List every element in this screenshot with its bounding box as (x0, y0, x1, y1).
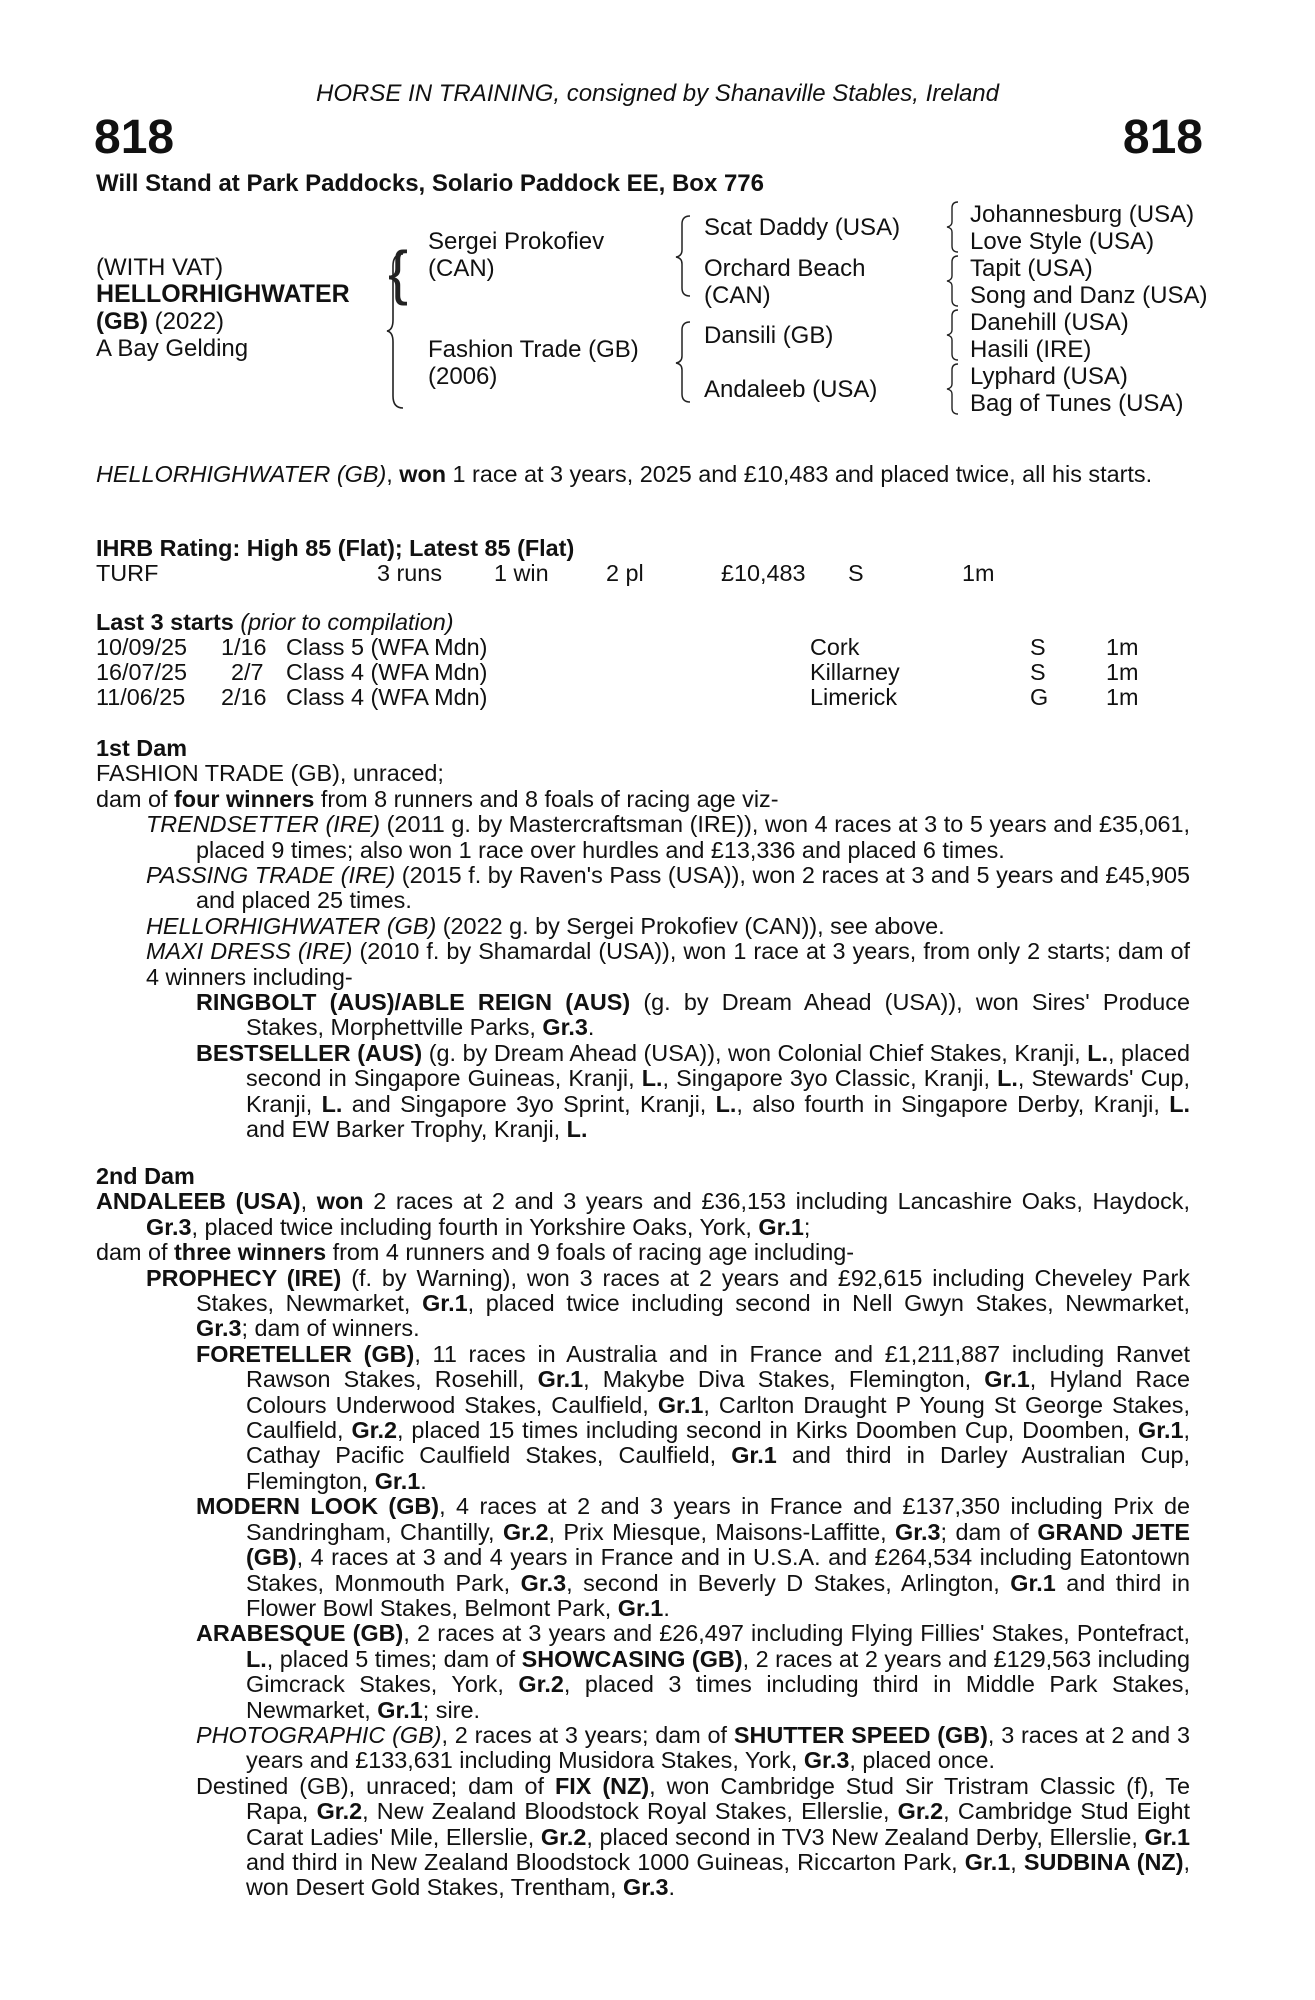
pedigree-dss: Danehill (USA) (970, 309, 1129, 336)
text-fragment: Gr.1 (617, 1594, 664, 1621)
first-dam-produce-line (96, 787, 1190, 812)
text-fragment: Gr.1 (758, 1213, 804, 1240)
text-fragment: Gr.1 (422, 1290, 468, 1317)
text-fragment: RINGBOLT (AUS)/ABLE REIGN (AUS) (196, 989, 631, 1016)
pedigree-brace: { (388, 239, 409, 306)
text-fragment: PROPHECY (IRE) (146, 1264, 342, 1291)
text-fragment: SHOWCASING (GB) (521, 1645, 743, 1672)
vat-note: (WITH VAT) (96, 254, 224, 281)
text-fragment: , Prix Miesque, Maisons-Laffitte, (548, 1518, 896, 1545)
produce-prophecy (96, 1266, 1190, 1342)
rating-runs: 3 runs (377, 560, 443, 587)
pedigree-ssd: Love Style (USA) (970, 228, 1155, 255)
text-fragment: , Stewards' Cup, Kranji, (246, 1065, 1190, 1117)
text-fragment: ; dam of winners. (241, 1315, 420, 1342)
text-fragment: (2022 g. by Sergei Prokofiev (CAN)), see above. (436, 912, 945, 939)
text-fragment: , Cathay Pacific Caulfield Stakes, Caulfield, (246, 1417, 1191, 1469)
text-fragment: and third in New Zealand Bloodstock 1000 Guineas, Riccarton Park, (246, 1848, 965, 1875)
pedigree-brace-dd (945, 362, 961, 416)
produce-arabesque (96, 1621, 1190, 1723)
horse-identity (96, 254, 350, 362)
start-row (96, 635, 1190, 660)
start-distance: 1m (1106, 659, 1139, 686)
last-starts-note: (prior to compilation) (240, 609, 454, 635)
text-fragment: and EW Barker Trophy, Kranji, (246, 1116, 567, 1143)
second-dam-section (96, 1164, 1190, 1901)
last-starts-block (96, 610, 1190, 710)
start-position: 2/16 (221, 684, 267, 711)
horse-description: A Bay Gelding (96, 335, 249, 362)
rating-going: S (848, 560, 864, 587)
text-fragment: , 3 races at 2 and 3 years and £133,631 including Musidora Stakes, York, (246, 1721, 1190, 1774)
text-fragment: , Cambridge Stud Eight Carat Ladies' Mile, Ellerslie, (246, 1798, 1190, 1850)
pedigree-brace-main (385, 252, 409, 410)
text-fragment: ; dam of (940, 1518, 1038, 1545)
text-fragment: L. (1169, 1090, 1190, 1117)
text-fragment: , placed 3 times including third in Middle Park Stakes, Newmarket, (246, 1671, 1190, 1723)
stand-location: Will Stand at Park Paddocks, Solario Paddock EE, Box 776 (96, 170, 765, 197)
start-row (96, 660, 1190, 685)
text-fragment: , 4 races at 3 and 4 years in France and in U.S.A. and £264,534 including Eatontown Stakes, Monmouth Park, (246, 1544, 1190, 1596)
rating-prize: £10,483 (721, 560, 806, 587)
text-fragment: SHUTTER SPEED (GB) (733, 1721, 988, 1748)
start-course: Cork (810, 634, 860, 661)
text-fragment: , 2 races at 3 years and £26,497 including Flying Fillies' Stakes, Pontefract, (403, 1620, 1190, 1647)
start-distance: 1m (1106, 634, 1139, 661)
text-fragment: Gr.3 (623, 1874, 669, 1901)
pedigree-sd: Orchard Beach (CAN) (704, 255, 866, 309)
text-fragment: MAXI DRESS (IRE) (146, 938, 353, 965)
text-fragment: from 4 runners and 9 foals of racing age including- (326, 1239, 854, 1266)
text-fragment: ; (803, 1213, 811, 1240)
pedigree-brace-sire (674, 214, 694, 298)
summary-text: 1 race at 3 years, 2025 and £10,483 and placed twice, all his starts. (446, 461, 1153, 487)
text-fragment: , placed 5 times; dam of (266, 1645, 522, 1672)
start-race: Class 5 (WFA Mdn) (286, 634, 488, 661)
text-fragment: Gr.1 (1138, 1417, 1184, 1444)
text-fragment: , placed twice including fourth in Yorkshire Oaks, York, (191, 1213, 759, 1240)
first-dam-section (96, 736, 1190, 1143)
text-fragment: Gr.2 (316, 1798, 363, 1825)
text-fragment: , won Desert Gold Stakes, Trentham, (246, 1848, 1190, 1901)
second-dam-produce-line (96, 1240, 1190, 1265)
text-fragment: . (420, 1467, 427, 1494)
text-fragment: (f. by Warning), won 3 races at 2 years and £92,615 including Cheveley Park Stakes, Newmarket, (196, 1264, 1190, 1317)
text-fragment: BESTSELLER (AUS) (196, 1039, 423, 1066)
text-fragment: Gr.3 (146, 1213, 192, 1240)
text-fragment: , second in Beverly D Stakes, Arlington, (566, 1569, 1011, 1596)
text-fragment: SUDBINA (NZ) (1023, 1848, 1184, 1875)
start-position: 2/7 (231, 659, 264, 686)
text-fragment: , Carlton Draught P Young St George Stakes, Caulfield, (246, 1391, 1190, 1444)
text-fragment: L. (1087, 1039, 1108, 1066)
text-fragment: , placed once. (849, 1747, 996, 1774)
text-fragment: Gr.1 (537, 1366, 584, 1393)
horse-year: (2022) (154, 308, 225, 335)
text-fragment: , (300, 1188, 317, 1215)
produce-hellorhighwater (96, 914, 1190, 939)
text-fragment: , placed second in Singapore Guineas, Kranji, (246, 1039, 1190, 1092)
text-fragment: ARABESQUE (GB) (196, 1620, 404, 1647)
pedigree-brace-ds (945, 308, 961, 362)
text-fragment: dam of (96, 785, 175, 812)
text-fragment: HELLORHIGHWATER (GB) (146, 912, 437, 939)
pedigree-brace-dam (674, 320, 694, 404)
rating-wins: 1 win (494, 560, 549, 587)
text-fragment: , 11 races in Australia and in France and £1,211,887 including Ranvet Rawson Stakes, Rosehill, (246, 1340, 1190, 1393)
text-fragment: L. (997, 1065, 1018, 1092)
text-fragment: Gr.1 (1144, 1823, 1190, 1850)
text-fragment: GRAND JETE (GB) (246, 1518, 1190, 1571)
rating-placed: 2 pl (606, 560, 644, 587)
pedigree-brace-sd (945, 254, 961, 308)
text-fragment: . (663, 1594, 670, 1621)
text-fragment: , 2 races at 3 years; dam of (441, 1721, 734, 1748)
text-fragment: Gr.3 (520, 1569, 567, 1596)
second-dam-heading: 2nd Dam (96, 1163, 195, 1189)
text-fragment: Gr.2 (351, 1417, 397, 1444)
text-fragment: ; sire. (422, 1696, 480, 1723)
text-fragment: TRENDSETTER (IRE) (146, 811, 381, 838)
start-date: 16/07/25 (96, 659, 188, 686)
text-fragment: Gr.1 (657, 1391, 704, 1418)
text-fragment: from 8 runners and 8 foals of racing age viz- (314, 785, 779, 812)
horse-origin: (GB) (96, 308, 148, 335)
text-fragment: , 4 races at 2 and 3 years in France and £137,350 including Prix de Sandringham, Chantilly, (246, 1493, 1191, 1545)
pedigree-sdd: Song and Danz (USA) (970, 282, 1208, 309)
start-course: Killarney (810, 659, 900, 686)
first-dam-heading: 1st Dam (96, 735, 188, 761)
text-fragment: Gr.2 (540, 1823, 587, 1850)
text-fragment: L. (715, 1090, 737, 1117)
rating-row (96, 561, 1190, 586)
text-fragment: (2011 g. by Mastercraftsman (IRE)), won 4 races at 3 to 5 years and £35,061, placed 9 times; also won 1 race over hurdles and £13,336 and placed 6 times. (196, 811, 1190, 863)
text-fragment: , placed 15 times including second in Kirks Doomben Cup, Doomben, (396, 1417, 1138, 1444)
text-fragment: L. (566, 1116, 588, 1143)
text-fragment: , Makybe Diva Stakes, Flemington, (583, 1366, 985, 1393)
text-fragment: (g. by Dream Ahead (USA)), won Sires' Produce Stakes, Morphettville Parks, (246, 989, 1190, 1041)
pedigree-brace-ss (945, 200, 961, 254)
pedigree-ds: Dansili (GB) (704, 322, 834, 349)
first-dam-line: FASHION TRADE (GB), unraced; (96, 760, 444, 787)
summary-won: won (399, 461, 447, 487)
text-fragment: Gr.1 (377, 1696, 423, 1723)
rating-distance: 1m (962, 560, 995, 587)
pedigree-sss: Johannesburg (USA) (970, 201, 1195, 228)
pedigree-dd: Andaleeb (USA) (704, 376, 878, 403)
text-fragment: L. (321, 1090, 343, 1117)
start-date: 10/09/25 (96, 634, 188, 661)
pedigree-sire: Sergei Prokofiev (CAN) (428, 228, 605, 282)
last-starts-heading: Last 3 starts (96, 609, 234, 635)
text-fragment: . (587, 1014, 595, 1041)
text-fragment: , placed second in TV3 New Zealand Derby, Ellerslie, (586, 1823, 1145, 1850)
text-fragment: , also fourth in Singapore Derby, Kranji, (736, 1090, 1170, 1117)
text-fragment: FIX (NZ) (555, 1772, 650, 1799)
text-fragment: Gr.1 (731, 1442, 777, 1469)
text-fragment: won (316, 1188, 364, 1215)
produce-foreteller (96, 1342, 1190, 1494)
text-fragment: , 2 races at 2 years and £129,563 including Gimcrack Stakes, York, (246, 1645, 1190, 1698)
start-course: Limerick (810, 684, 898, 711)
text-fragment: and Singapore 3yo Sprint, Kranji, (342, 1090, 716, 1117)
text-fragment: PASSING TRADE (IRE) (146, 862, 396, 889)
text-fragment: and third in Darley Australian Cup, Flemington, (246, 1442, 1190, 1494)
text-fragment: L. (246, 1645, 267, 1672)
text-fragment: Gr.2 (502, 1518, 549, 1545)
start-going: G (1030, 684, 1049, 711)
start-going: S (1030, 659, 1046, 686)
text-fragment: Gr.2 (897, 1798, 944, 1825)
produce-bestseller (96, 1041, 1190, 1143)
catalogue-header: HORSE IN TRAINING, consigned by Shanaville Stables, Ireland (316, 80, 999, 107)
text-fragment: , Hyland Race Colours Underwood Stakes, Caulfield, (246, 1366, 1190, 1418)
produce-ringbolt (96, 990, 1190, 1041)
text-fragment: ANDALEEB (USA) (96, 1188, 301, 1215)
produce-trendsetter (96, 812, 1190, 863)
pedigree-ss: Scat Daddy (USA) (704, 214, 901, 241)
start-row (96, 685, 1190, 710)
text-fragment: (g. by Dream Ahead (USA)), won Colonial Chief Stakes, Kranji, (422, 1039, 1088, 1066)
text-fragment: , won Cambridge Stud Sir Tristram Classic (f), Te Rapa, (246, 1772, 1190, 1825)
start-going: S (1030, 634, 1046, 661)
rating-block (96, 536, 1190, 586)
text-fragment: 2 races at 2 and 3 years and £36,153 including Lancashire Oaks, Haydock, (363, 1188, 1190, 1215)
text-fragment: Destined (GB), unraced; dam of (196, 1772, 556, 1799)
pedigree-dds: Lyphard (USA) (970, 363, 1128, 390)
start-race: Class 4 (WFA Mdn) (286, 684, 488, 711)
text-fragment: four winners (174, 785, 315, 812)
rating-surface: TURF (96, 560, 159, 587)
text-fragment: Gr.3 (542, 1014, 588, 1041)
text-fragment: , Singapore 3yo Classic, Kranji, (662, 1065, 998, 1092)
text-fragment: , (1010, 1848, 1024, 1875)
second-dam-record (96, 1189, 1190, 1240)
text-fragment: , placed twice including second in Nell Gwyn Stakes, Newmarket, (467, 1290, 1190, 1317)
text-fragment: MODERN LOOK (GB) (196, 1493, 440, 1520)
lot-number-right: 818 (1122, 111, 1203, 164)
produce-destined (96, 1774, 1190, 1901)
produce-passing-trade (96, 863, 1190, 914)
race-summary: HELLORHIGHWATER (GB), won 1 race at 3 years, 2025 and £10,483 and placed twice, all his starts. (96, 461, 1153, 487)
text-fragment: Gr.1 (374, 1467, 421, 1494)
start-race: Class 4 (WFA Mdn) (286, 659, 488, 686)
text-fragment: three winners (174, 1239, 327, 1266)
text-fragment: Gr.1 (1010, 1569, 1056, 1596)
text-fragment: Gr.3 (196, 1315, 242, 1342)
text-fragment: Gr.1 (964, 1848, 1011, 1875)
start-position: 1/16 (221, 634, 267, 661)
text-fragment: Gr.3 (895, 1518, 941, 1545)
text-fragment: L. (641, 1065, 663, 1092)
text-fragment: and third in Flower Bowl Stakes, Belmont Park, (246, 1569, 1191, 1621)
produce-modern-look (96, 1494, 1190, 1621)
horse-name: HELLORHIGHWATER (96, 280, 350, 308)
start-date: 11/06/25 (96, 684, 186, 711)
produce-maxi-dress (96, 939, 1190, 990)
pedigree-dam: Fashion Trade (GB) (2006) (428, 336, 639, 390)
pedigree-dsd: Hasili (IRE) (970, 336, 1092, 363)
text-fragment: Gr.1 (984, 1366, 1030, 1393)
text-fragment: (2015 f. by Raven's Pass (USA)), won 2 races at 3 and 5 years and £45,905 and placed 25 times. (196, 862, 1190, 914)
text-fragment: , New Zealand Bloodstock Royal Stakes, Ellerslie, (362, 1798, 898, 1825)
pedigree-sds: Tapit (USA) (970, 255, 1093, 282)
summary-horse-name: HELLORHIGHWATER (GB) (96, 461, 387, 487)
start-distance: 1m (1106, 684, 1139, 711)
pedigree-ddd: Bag of Tunes (USA) (970, 390, 1184, 417)
text-fragment: dam of (96, 1239, 175, 1266)
rating-heading: IHRB Rating: High 85 (Flat); Latest 85 (Flat) (96, 535, 575, 561)
text-fragment: (2010 f. by Shamardal (USA)), won 1 race at 3 years, from only 2 starts; dam of 4 winners including- (146, 938, 1190, 990)
lot-number-left: 818 (94, 111, 175, 164)
text-fragment: . (668, 1874, 676, 1901)
produce-photographic (96, 1723, 1190, 1774)
text-fragment: FORETELLER (GB) (196, 1340, 415, 1367)
text-fragment: PHOTOGRAPHIC (GB) (196, 1721, 442, 1748)
text-fragment: Gr.3 (803, 1747, 850, 1774)
text-fragment: Gr.2 (518, 1671, 564, 1698)
